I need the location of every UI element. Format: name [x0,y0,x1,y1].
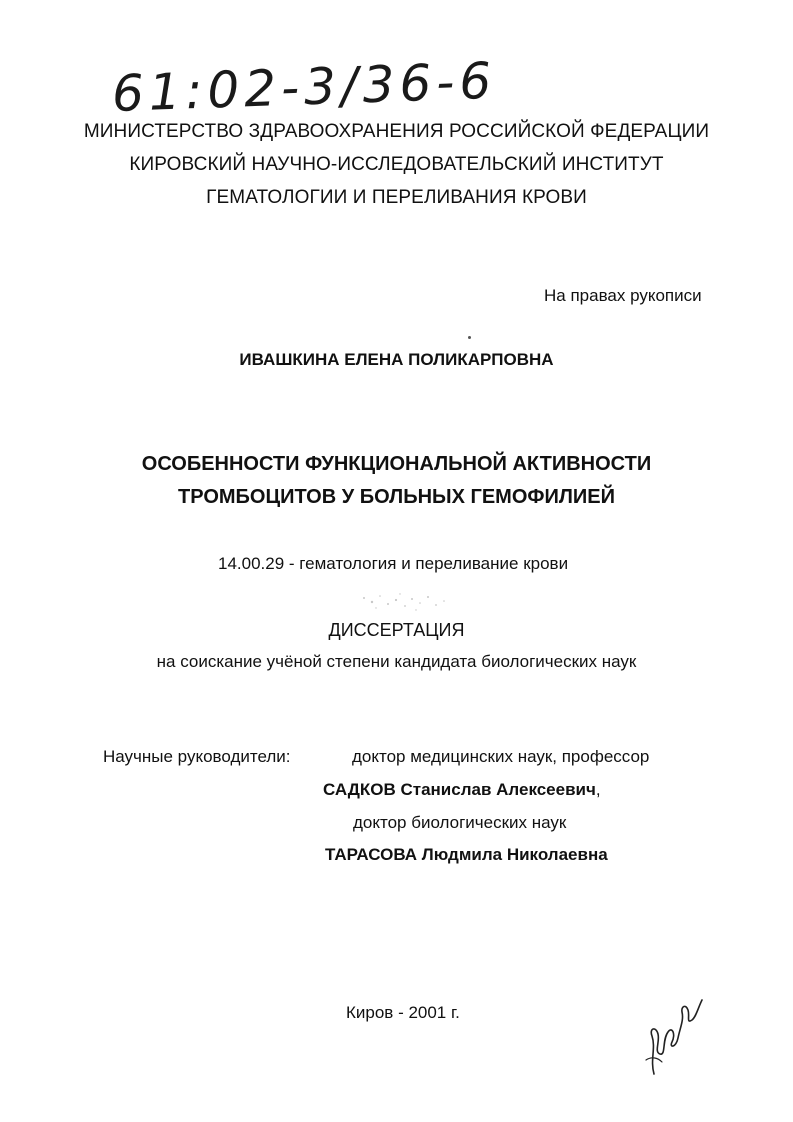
ministry-heading: МИНИСТЕРСТВО ЗДРАВООХРАНЕНИЯ РОССИЙСКОЙ ФЕДЕРАЦИИ [83,121,710,142]
degree-statement: на соискание учёной степени кандидата биологических наук [156,652,637,671]
city-year: Киров - 2001 г. [346,1003,460,1022]
thesis-title-line1: ОСОБЕННОСТИ ФУНКЦИОНАЛЬНОЙ АКТИВНОСТИ [141,453,652,475]
supervisor2-degree: доктор биологических наук [353,813,567,832]
manuscript-rights-note: На правах рукописи [544,286,702,305]
supervisor1-name [323,780,601,800]
document-type-heading: ДИССЕРТАЦИЯ [328,620,465,640]
supervisor1-given-names: Станислав Алексеевич [395,780,596,799]
institute-heading-line1: КИРОВСКИЙ НАУЧНО-ИССЛЕДОВАТЕЛЬСКИЙ ИНСТИТУТ [129,154,664,175]
supervisor1-suffix: , [595,780,601,799]
scan-speck [468,336,471,339]
handwritten-signature [632,990,712,1080]
faint-stamp-mark [350,590,460,614]
supervisor1-degree: доктор медицинских наук, профессор [352,747,650,766]
supervisor2-given-names: Людмила Николаевна [417,845,608,864]
supervisor1-surname: САДКОВ [323,780,396,799]
specialty-code: 14.00.29 - гематология и переливание крови [218,554,569,573]
supervisor2-surname: ТАРАСОВА [325,845,418,864]
supervisors-label: Научные руководители: [103,747,291,766]
supervisor2-name [325,845,608,865]
author-name: ИВАШКИНА ЕЛЕНА ПОЛИКАРПОВНА [239,350,554,369]
institute-heading-line2: ГЕМАТОЛОГИИ И ПЕРЕЛИВАНИЯ КРОВИ [206,187,587,208]
thesis-title-line2: ТРОМБОЦИТОВ У БОЛЬНЫХ ГЕМОФИЛИЕЙ [178,486,615,508]
handwritten-archive-number: 61:02-3/36-6 [110,51,498,123]
